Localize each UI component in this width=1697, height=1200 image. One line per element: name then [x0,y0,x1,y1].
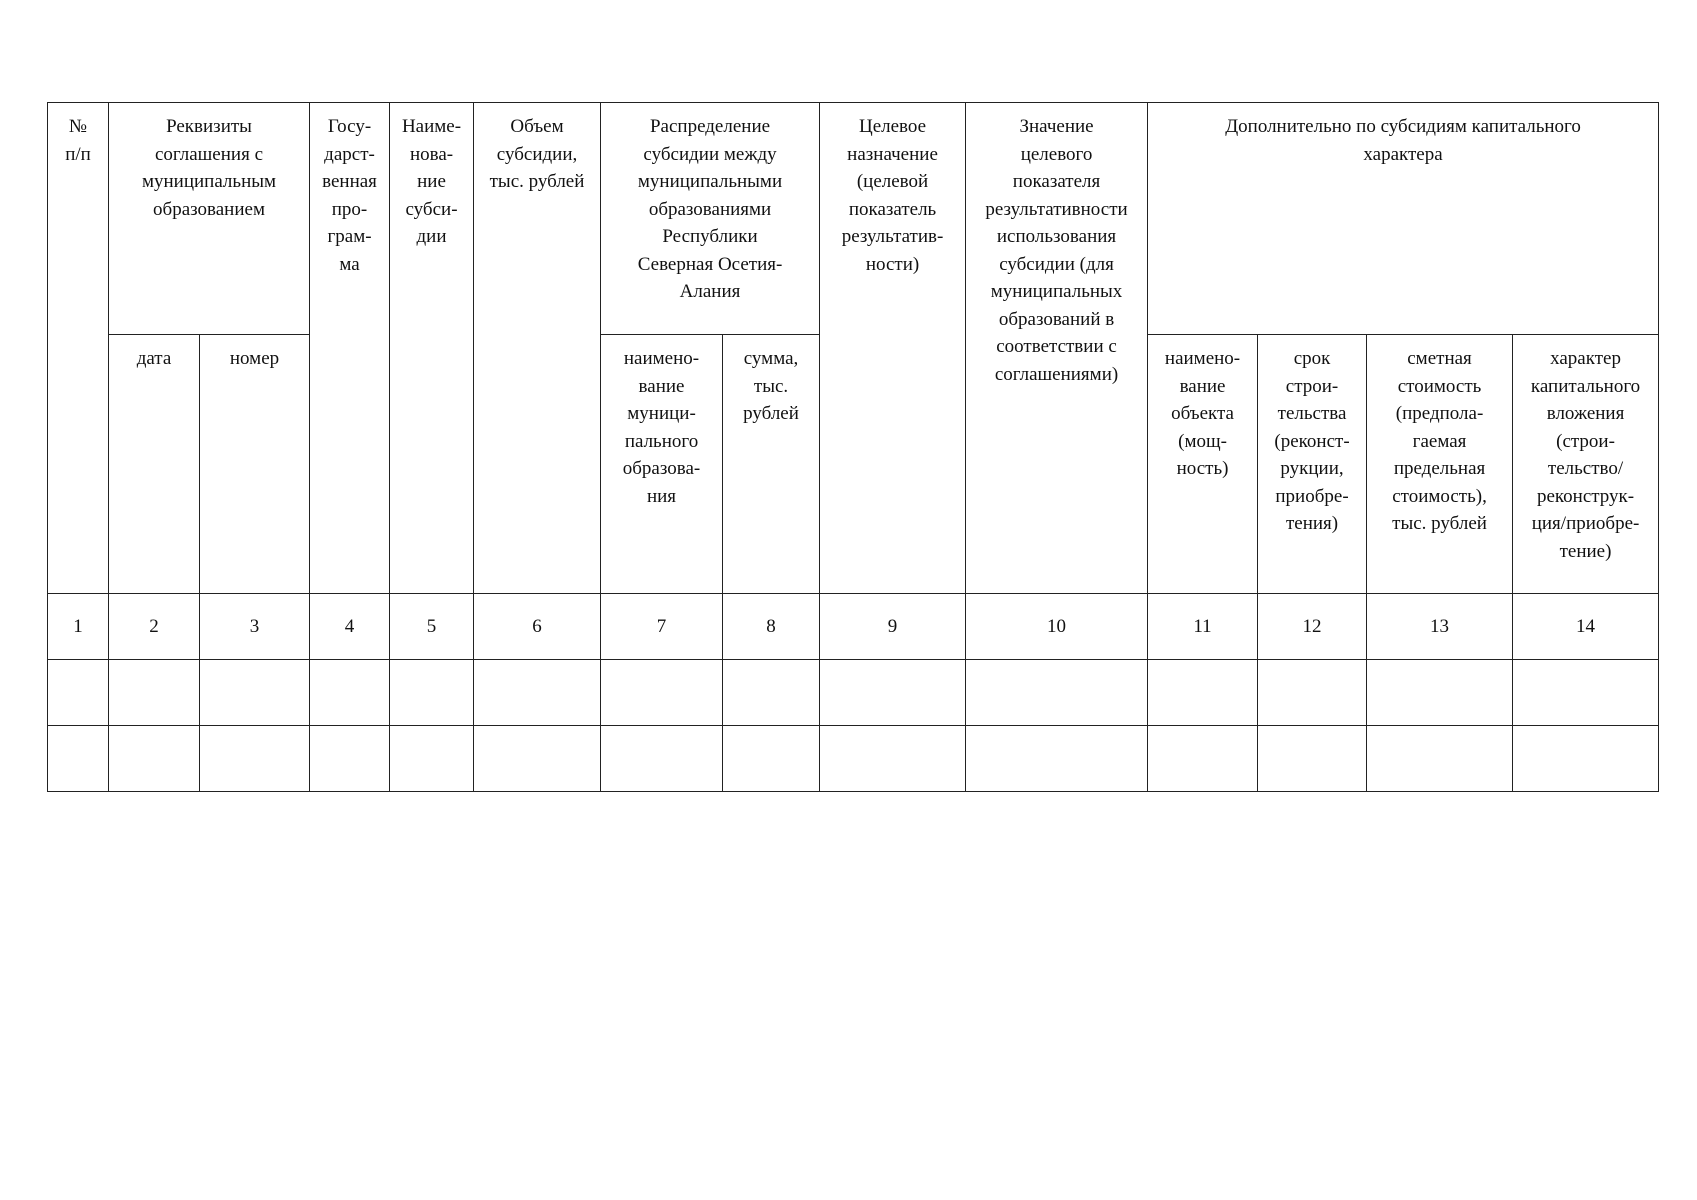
header-number-text: номер [229,348,280,369]
table-cell [820,726,966,792]
header-subsidy-name-text: Наиме- нова- ние субси- дии [401,116,462,247]
header-col-index [48,103,109,594]
table-cell [310,726,390,792]
header-target-value-text: Значение целевого показателя результативности использования субсидии (для муниципальных образований в соответствии с соглашениями) [985,116,1128,385]
subsidy-table [47,102,1659,792]
table-cell [1258,660,1367,726]
header-subsidy-name [390,103,474,594]
table-cell [474,726,601,792]
header-object-name-text: наимено- вание объекта (мощ- ность) [1164,348,1241,479]
header-state-program-text: Госу- дарст- венная про- грам- ма [322,116,377,275]
column-number-cell: 14 [1513,594,1659,660]
table-row [48,726,1659,792]
table-cell [820,660,966,726]
table-cell [1258,726,1367,792]
table-cell [310,660,390,726]
column-number-cell: 11 [1148,594,1258,660]
table-cell [601,726,723,792]
header-target-purpose [820,103,966,594]
column-number-cell: 1 [48,594,109,660]
table-cell [601,660,723,726]
column-number-row [48,594,1659,660]
header-municipality-name-text: наимено- вание муници- пального образова- ния [622,348,701,507]
table-cell [966,660,1148,726]
column-number-cell: 2 [109,594,200,660]
header-date [109,335,200,594]
header-subsidy-volume [474,103,601,594]
table-cell [390,726,474,792]
header-distribution-text: Распределение субсидии между муниципальными образованиями Республики Северная Осетия- Алания [637,116,783,302]
table-cell [200,660,310,726]
column-number-cell: 12 [1258,594,1367,660]
header-target-value [966,103,1148,594]
column-number-cell: 5 [390,594,474,660]
table-cell [474,660,601,726]
table-cell [200,726,310,792]
header-capital-extra-text: Дополнительно по субсидиям капитального характера [1225,116,1581,165]
header-state-program [310,103,390,594]
header-agreement-details-text: Реквизиты соглашения с муниципальным образованием [141,116,277,220]
header-investment-type-text: характер капитального вложения (строи- тельство/ реконструк- ция/приобре- тение) [1530,348,1641,562]
header-number [200,335,310,594]
table-cell [966,726,1148,792]
header-agreement-details [109,103,310,335]
column-number-cell: 8 [723,594,820,660]
header-subsidy-volume-text: Объем субсидии, тыс. рублей [489,116,585,192]
table-cell [723,726,820,792]
column-number-cell: 13 [1367,594,1513,660]
header-sum [723,335,820,594]
table-cell [390,660,474,726]
header-target-purpose-text: Целевое назначение (целевой показатель результатив- ности) [841,116,944,275]
table-cell [48,726,109,792]
header-construction-period-text: срок строи- тельства (реконст- рукции, приобре- тения) [1274,348,1350,534]
header-distribution [601,103,820,335]
column-number-cell: 3 [200,594,310,660]
table-cell [1148,726,1258,792]
header-sum-text: сумма, тыс. рублей [743,348,799,424]
table-cell [1148,660,1258,726]
header-capital-extra [1148,103,1659,335]
column-number-cell: 9 [820,594,966,660]
table-cell [1513,660,1659,726]
header-row-1 [48,103,1659,335]
column-number-cell: 7 [601,594,723,660]
table-cell [1367,660,1513,726]
column-number-cell: 4 [310,594,390,660]
header-date-text: дата [136,348,172,369]
table-cell [109,660,200,726]
table-cell [1513,726,1659,792]
table-cell [48,660,109,726]
table-cell [723,660,820,726]
column-number-cell: 6 [474,594,601,660]
header-estimated-cost [1367,335,1513,594]
table-row [48,660,1659,726]
column-number-cell: 10 [966,594,1148,660]
table-cell [109,726,200,792]
header-construction-period [1258,335,1367,594]
header-investment-type [1513,335,1659,594]
table-cell [1367,726,1513,792]
header-municipality-name [601,335,723,594]
header-object-name [1148,335,1258,594]
header-estimated-cost-text: сметная стоимость (предпола- гаемая предельная стоимость), тыс. рублей [1392,348,1487,534]
header-col-index-text: № п/п [65,116,91,165]
